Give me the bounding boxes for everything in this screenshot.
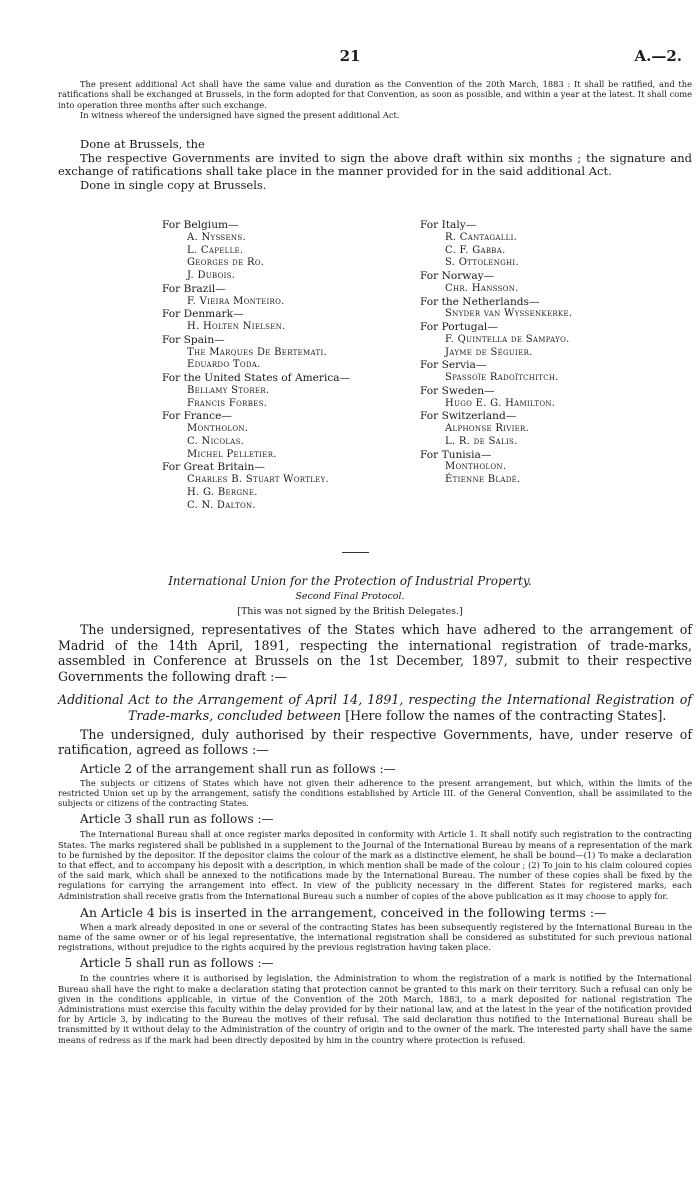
signatories-left-column [162, 219, 350, 512]
signatory-country: For Belgium— [162, 219, 239, 231]
article-4bis-text: When a mark already deposited in one or several of the contracting States has been subsequently registered by the International Bureau in the name of the same owner or of his legal representative, the international registration shall be considered as substituted for such previous national registrations, without prejudice to the rights acquired by the previous registration having taken place. [58, 921, 692, 953]
intro-paragraph-2: In witness whereof the undersigned have signed the present additional Act. [80, 109, 400, 120]
signatory-name: Spassoïe Radoïtchitch. [445, 372, 559, 383]
signatory-name: Charles B. Stuart Wortley. [187, 474, 329, 485]
signatory-country: For Brazil— [162, 282, 226, 295]
signatory-name: Jayme de Séguier. [445, 346, 533, 358]
signatories-right-column [420, 219, 572, 487]
signatory-country: For Portugal— [420, 321, 498, 333]
signatory-name: C. F. Gabba. [445, 244, 506, 256]
signatory-name: C. N. Dalton. [187, 499, 256, 511]
signatory-name: Alphonse Rivier. [445, 423, 530, 434]
signatory-name: Bellamy Storer. [187, 384, 270, 396]
signatory-name: Montholon. [187, 423, 249, 434]
section-note: [This was not signed by the British Delegates.] [237, 606, 463, 617]
protocol-intro: The undersigned, representatives of the States which have adhered to the arrangement of Madrid of the 14th April, 1891, respecting the international registration of trade-marks, assembled in Conference at Brussels on the 1st December, 1897, submit to their respective Governments the following draft :— [58, 622, 692, 684]
act-title [58, 692, 692, 723]
document-reference: A.—2. [634, 47, 682, 65]
signatory-name: Montholon. [445, 461, 507, 473]
signatory-country: For the Netherlands— [420, 295, 540, 308]
signatory-name: Snyder van Wyssenkerke. [445, 308, 573, 320]
article-4bis-heading: An Article 4 bis is inserted in the arrangement, conceived in the following terms :— [80, 904, 607, 920]
article-5-heading: Article 5 shall run as follows :— [80, 956, 274, 971]
signatory-country: For Italy— [420, 219, 477, 231]
article-2-text: The subjects or citizens of States which have not given their adherence to the present arrangement, but which, within the limits of the restricted Union set up by the arrangement, satisfy the conditions established by Article III. of the General Convention, shall be assimilated to the subjects or citizens of the contracting States. [58, 777, 692, 809]
signatory-country: For Tunisia— [420, 448, 492, 461]
signatory-name: Eduardo Toda. [187, 359, 261, 371]
authorisation-paragraph: The undersigned, duly authorised by their respective Governments, have, under reserve of ratification, agreed as follows :— [58, 726, 692, 758]
signatory-name: Hugo E. G. Hamilton. [445, 397, 556, 409]
intro-paragraph-1: The present additional Act shall have the same value and duration as the Convention of the 20th March, 1883 : It shall be ratified, and the ratifications shall be exchanged at Brussels, in the form adopted for that Convention, as soon as possible, and within a year at the latest. It shall come into operation three months after such exchange. [58, 79, 692, 110]
signatory-name: A. Nyssens. [187, 231, 246, 243]
article-3-text: The International Bureau shall at once register marks deposited in conformity with Article 1. It shall notify such registration to the contracting States. The marks registered shall be published in a supplement to the Journal of the International Bureau by means of a representation of the mark to be furnished by the depositor. If the depositor claims the colour of the mark as a distinctive element, he shall be bound—(1) To make a declaration to that effect, and to accompany his deposit with a description, in which mention shall be made of the colour ; (2) To join to his claim coloured copies of the said mark, which shall be annexed to the notifications made by the International Bureau. The number of these copies shall be fixed by the regulations for carrying the arrangement into effect. In view of the publicity necessary in the different States for registered marks, each Administration shall receive gratis from the International Bureau such a number of copies of the above publication as it may choose to apply for. [58, 829, 692, 901]
page-number: 21 [339, 47, 361, 65]
signatory-name: S. Ottolenghi. [445, 257, 519, 269]
section-divider [342, 552, 369, 553]
signatory-name: Étienne Bladé. [445, 474, 521, 485]
intro-block [58, 79, 692, 120]
intro-block-2 [58, 138, 692, 192]
act-title-rest: [Here follow the names of the contracting States]. [345, 707, 667, 723]
protocol-body [58, 622, 692, 1045]
signatory-country: For Servia— [420, 359, 487, 372]
signatory-name: L. R. de Salis. [445, 435, 518, 447]
signatory-country: For Great Britain— [162, 461, 265, 474]
signatory-country: For Spain— [162, 333, 225, 346]
signatory-name: L. Capelle. [187, 244, 244, 256]
article-3-heading: Article 3 shall run as follows :— [80, 812, 274, 827]
signatory-country: For Sweden— [420, 384, 495, 397]
intro-paragraph-5: Done in single copy at Brussels. [80, 177, 267, 192]
act-title-italic: Additional Act to the Arrangement of April 14, 1891, respecting the International Registration of Trade-marks, concluded between [58, 692, 692, 723]
article-5-text: In the countries where it is authorised by legislation, the Administration to whom the registration of a mark is notified by the International Bureau shall have the right to make a declaration stating that protection cannot be granted to this mark on their territory. Such a refusal can only be given in the conditions applicable, in virtue of the Convention of the 20th March, 1883, to a mark deposited for national registration The Administrations must exercise this faculty within the delay provided for by their national law, and at the latest in the year of the notification provided for by Article 3, by indicating to the Bureau the motives of their refusal. The said declaration thus notified to the International Bureau shall be transmitted by it without delay to the Administration of the country of origin and to the owner of the mark. The interested party shall have the same means of redress as if the mark had been directly deposited by him in the country where protection is refused. [58, 973, 692, 1045]
signatory-name: J. Dubois. [187, 270, 236, 281]
section-subtitle: Second Final Protocol. [295, 591, 405, 602]
signatory-country: For Denmark— [162, 308, 244, 321]
signatory-name: H. G. Bergne. [187, 486, 258, 498]
section-title: International Union for the Protection of Industrial Property. [168, 574, 532, 588]
signatory-name: R. Cantagalli. [445, 231, 518, 243]
signatory-country: For the United States of America— [162, 372, 351, 384]
signatory-country: For France— [162, 410, 232, 423]
signatory-name: Michel Pelletier. [187, 448, 277, 460]
signatory-country: For Norway— [420, 270, 495, 282]
intro-paragraph-4: The respective Governments are invited to sign the above draft within six months ; the signature and exchange of ratifications shall take place in the manner provided for in the said additional Act. [58, 150, 692, 179]
signatory-name: F. Quintella de Sampayo. [445, 333, 570, 345]
signatory-name: The Marques De Bertemati. [187, 346, 327, 358]
signatory-name: Francis Forbes. [187, 397, 268, 409]
signatory-name: Georges de Ro. [187, 257, 265, 269]
signatory-name: C. Nicolas. [187, 435, 245, 447]
intro-paragraph-3: Done at Brussels, the [80, 137, 205, 151]
signatory-name: F. Vieira Monteiro. [187, 295, 285, 307]
signatory-name: H. Holten Nielsen. [187, 321, 286, 332]
signatory-country: For Switzerland— [420, 410, 517, 423]
article-2-heading: Article 2 of the arrangement shall run as follows :— [80, 761, 396, 776]
signatory-name: Chr. Hansson. [445, 282, 519, 294]
